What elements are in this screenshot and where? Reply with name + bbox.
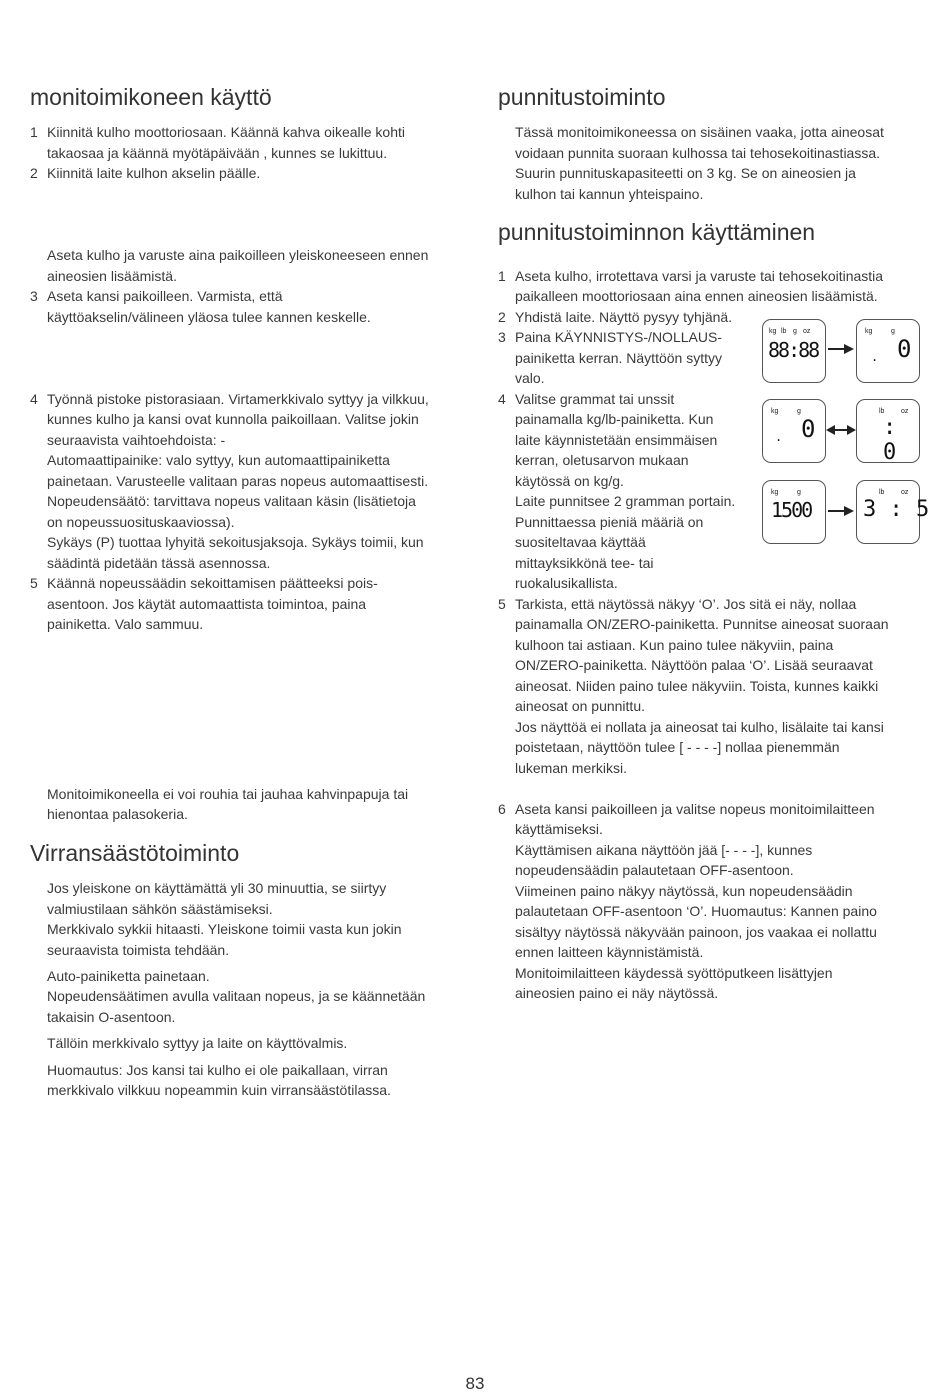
step-text: Monitoimilaitteen käydessä syöttöputkeen lisättyjen xyxy=(515,965,833,981)
step-text: takaosaa ja käännä myötäpäivään , kunnes se lukittuu. xyxy=(47,145,388,161)
decimal-point: . xyxy=(871,350,879,364)
step-text: Laite punnitsee 2 gramman portain. xyxy=(515,493,736,509)
display-value: 0 xyxy=(801,415,816,443)
step-text: Kiinnitä kulho moottoriosaan. Käännä kahva oikealle kohti xyxy=(47,124,406,140)
step-text: Paina KÄYNNISTYS-/NOLLAUS- xyxy=(515,329,722,345)
step-text: Tarkista, että näytössä näkyy ‘O’. Jos sitä ei näy, nollaa xyxy=(515,596,857,612)
step-text: Viimeinen paino näkyy näytössä, kun nopeudensäädin xyxy=(515,883,853,899)
decimal-point: . xyxy=(775,430,783,444)
step-text: Aseta kansi paikoilleen ja valitse nopeus monitoimilaitteen xyxy=(515,801,875,817)
step-text: Punnittaessa pieniä määriä on xyxy=(515,514,704,530)
step-number: 1 xyxy=(498,268,506,284)
step-text: kulhoon tai astiaan. Kun paino tulee näkyviin, paina xyxy=(515,637,834,653)
section-heading-weighing-use: punnitustoiminnon käyttäminen xyxy=(498,219,816,245)
step-text: Käännä nopeussäädin sekoittamisen päätteeksi pois- xyxy=(47,575,378,591)
scale-display-1500g xyxy=(762,480,826,544)
step-text: kerran, oletusarvon mukaan xyxy=(515,452,689,468)
step-text: nopeudensäädin palautetaan OFF-asentoon. xyxy=(515,862,794,878)
body-text: Suurin punnituskapasiteetti on 3 kg. Se on aineosien ja xyxy=(515,165,856,181)
scale-display-3lb-5oz xyxy=(856,480,930,544)
step-text: aineosien paino ei näy näytössä. xyxy=(515,985,719,1001)
unit-label: oz xyxy=(803,328,811,335)
step-number: 1 xyxy=(30,124,38,140)
unit-label: lb xyxy=(879,408,885,415)
unit-label: kg xyxy=(771,489,779,496)
step-text: Nopeudensäätö: tarvittava nopeus valitaan käsin (lisätietoja xyxy=(47,493,416,509)
step-text: painamalla kg/lb-painiketta. Kun xyxy=(515,411,714,427)
step-text: Valitse grammat tai unssit xyxy=(515,391,675,407)
step-text: Jos näyttöä ei nollata ja aineosat tai kulho, lisälaite tai kansi xyxy=(515,719,884,735)
unit-label: kg xyxy=(865,328,873,335)
step-text: paikalleen moottoriosaan aina ennen aineosien lisäämistä. xyxy=(515,288,878,304)
step-text: säädintä pidetään tässä asennossa. xyxy=(47,555,271,571)
body-text: Nopeudensäätimen avulla valitaan nopeus, ja se käännetään xyxy=(47,988,426,1004)
step-text: aineosat on punnittu. xyxy=(515,698,645,714)
scale-display-all-segments xyxy=(762,319,826,383)
step-number: 4 xyxy=(30,391,38,407)
step-text: käytössä on kg/g. xyxy=(515,473,624,489)
step-text: valo. xyxy=(515,370,545,386)
step-text: poistetaan, näyttöön tulee [ - - - -] nollaa pienemmän xyxy=(515,739,840,755)
body-text: kulhon tai kannun yhteispaino. xyxy=(515,186,704,202)
step-text: Kiinnitä laite kulhon akselin päälle. xyxy=(47,165,261,181)
note-text: hienontaa palasokeria. xyxy=(47,806,188,822)
body-text: takaisin O-asentoon. xyxy=(47,1009,176,1025)
step-text: seuraavista vaihtoehdoista: - xyxy=(47,432,226,448)
step-number: 2 xyxy=(30,165,38,181)
section-heading-usage: monitoimikoneen käyttö xyxy=(30,84,272,110)
body-text: valmiustilaan sähkön säästämiseksi. xyxy=(47,901,273,917)
unit-label: oz xyxy=(901,408,909,415)
step-text: sisältyy näytössä näkyvään painoon, jos vaakaa ei nollattu xyxy=(515,924,877,940)
step-number: 2 xyxy=(498,309,506,325)
double-arrow-icon xyxy=(826,424,856,436)
step-text: painiketta kerran. Näyttöön syttyy xyxy=(515,350,722,366)
step-text: Aseta kulho, irrotettava varsi ja varuste tai tehosekoitinastia xyxy=(515,268,884,284)
step-number: 6 xyxy=(498,801,506,817)
step-text: aineosat. Niiden paino tulee näkyviin. Toista, kunnes kaikki xyxy=(515,678,879,694)
step-text: Käyttämisen aikana näyttöön jää [- - - -], kunnes xyxy=(515,842,813,858)
step-number: 4 xyxy=(498,391,506,407)
step-text: painetaan. Varusteelle valitaan paras nopeus automaattisesti. xyxy=(47,473,429,489)
body-text: voidaan punnita suoraan kulhossa tai tehosekoitinastiassa. xyxy=(515,145,881,161)
step-text: Sykäys (P) tuottaa lyhyitä sekoitusjaksoja. Sykäys toimii, kun xyxy=(47,534,424,550)
unit-label: g xyxy=(891,328,895,335)
step-text: painamalla ON/ZERO-painiketta. Punnitse aineosat suoraan xyxy=(515,616,889,632)
step-text: palautetaan OFF-asentoon ‘O’. Huomautus: Kannen paino xyxy=(515,903,877,919)
display-value: : 0 xyxy=(883,415,897,465)
body-text: Tässä monitoimikoneessa on sisäinen vaaka, jotta aineosat xyxy=(515,124,884,140)
scale-display-zero-kg xyxy=(762,399,826,463)
step-text: laite käynnistetään ensimmäisen xyxy=(515,432,718,448)
unit-label: g xyxy=(793,328,797,335)
display-value: 0 xyxy=(897,335,912,363)
step-text: ruokalusikallista. xyxy=(515,575,618,591)
step-text: Aseta kansi paikoilleen. Varmista, että xyxy=(47,288,283,304)
scale-display-zero-lb xyxy=(856,399,920,463)
display-value: 3 : 5 xyxy=(863,497,930,522)
body-text: Merkkivalo sykkii hitaasti. Yleiskone toimii vasta kun jokin xyxy=(47,921,402,937)
body-text: Tällöin merkkivalo syttyy ja laite on käyttövalmis. xyxy=(47,1035,348,1051)
unit-label: g xyxy=(797,489,801,496)
step-number: 3 xyxy=(498,329,506,345)
arrow-right-icon xyxy=(828,505,854,517)
display-value: 1500 xyxy=(771,498,812,522)
body-text: Jos yleiskone on käyttämättä yli 30 minuuttia, se siirtyy xyxy=(47,880,387,896)
section-heading-power-saving: Virransäästötoiminto xyxy=(30,840,240,866)
unit-label: kg xyxy=(771,408,779,415)
section-heading-weighing: punnitustoiminto xyxy=(498,84,666,110)
unit-label: kg xyxy=(769,328,777,335)
step-text: Työnnä pistoke pistorasiaan. Virtamerkkivalo syttyy ja vilkkuu, xyxy=(47,391,429,407)
step-text: Automaattipainike: valo syttyy, kun automaattipainiketta xyxy=(47,452,390,468)
step-text: on nopeussuosituskaaviossa). xyxy=(47,514,235,530)
step-text: käyttämiseksi. xyxy=(515,821,603,837)
step-text: painiketta. Valo sammuu. xyxy=(47,616,204,632)
page-number: 83 xyxy=(465,1374,485,1393)
unit-label: oz xyxy=(901,489,909,496)
step-text: ON/ZERO-painiketta. Näyttöön palaa ‘O’. Lisää seuraavat xyxy=(515,657,873,673)
arrow-right-icon xyxy=(828,343,854,355)
unit-label: g xyxy=(797,408,801,415)
step-text: asentoon. Jos käytät automaattista toimintoa, paina xyxy=(47,596,367,612)
body-text: Huomautus: Jos kansi tai kulho ei ole paikallaan, virran xyxy=(47,1062,388,1078)
step-text: käyttöakselin/välineen yläosa tulee kannen keskelle. xyxy=(47,309,371,325)
unit-label: lb xyxy=(781,328,787,335)
body-text: seuraavista toimista tehdään. xyxy=(47,942,230,958)
display-value: 88:88 xyxy=(768,338,819,362)
note-text: aineosien lisäämistä. xyxy=(47,268,177,284)
step-number: 5 xyxy=(498,596,506,612)
step-text: lukeman merkiksi. xyxy=(515,760,628,776)
step-text: suositeltavaa käyttää xyxy=(515,534,646,550)
note-text: Aseta kulho ja varuste aina paikoilleen yleiskoneeseen ennen xyxy=(47,247,429,263)
step-text: ennen laitteen käynnistämistä. xyxy=(515,944,704,960)
note-text: Monitoimikoneella ei voi rouhia tai jauhaa kahvinpapuja tai xyxy=(47,786,409,802)
step-text: Yhdistä laite. Näyttö pysyy tyhjänä. xyxy=(515,309,733,325)
scale-display-zero-kg xyxy=(856,319,920,383)
step-text: mittayksikkönä tee- tai xyxy=(515,555,654,571)
step-number: 5 xyxy=(30,575,38,591)
body-text: merkkivalo vilkkuu nopeammin kuin virransäästötilassa. xyxy=(47,1082,391,1098)
step-text: kunnes kulho ja kansi ovat kunnolla paikoillaan. Valitse jokin xyxy=(47,411,419,427)
unit-label: lb xyxy=(879,489,885,496)
body-text: Auto-painiketta painetaan. xyxy=(47,968,210,984)
step-number: 3 xyxy=(30,288,38,304)
